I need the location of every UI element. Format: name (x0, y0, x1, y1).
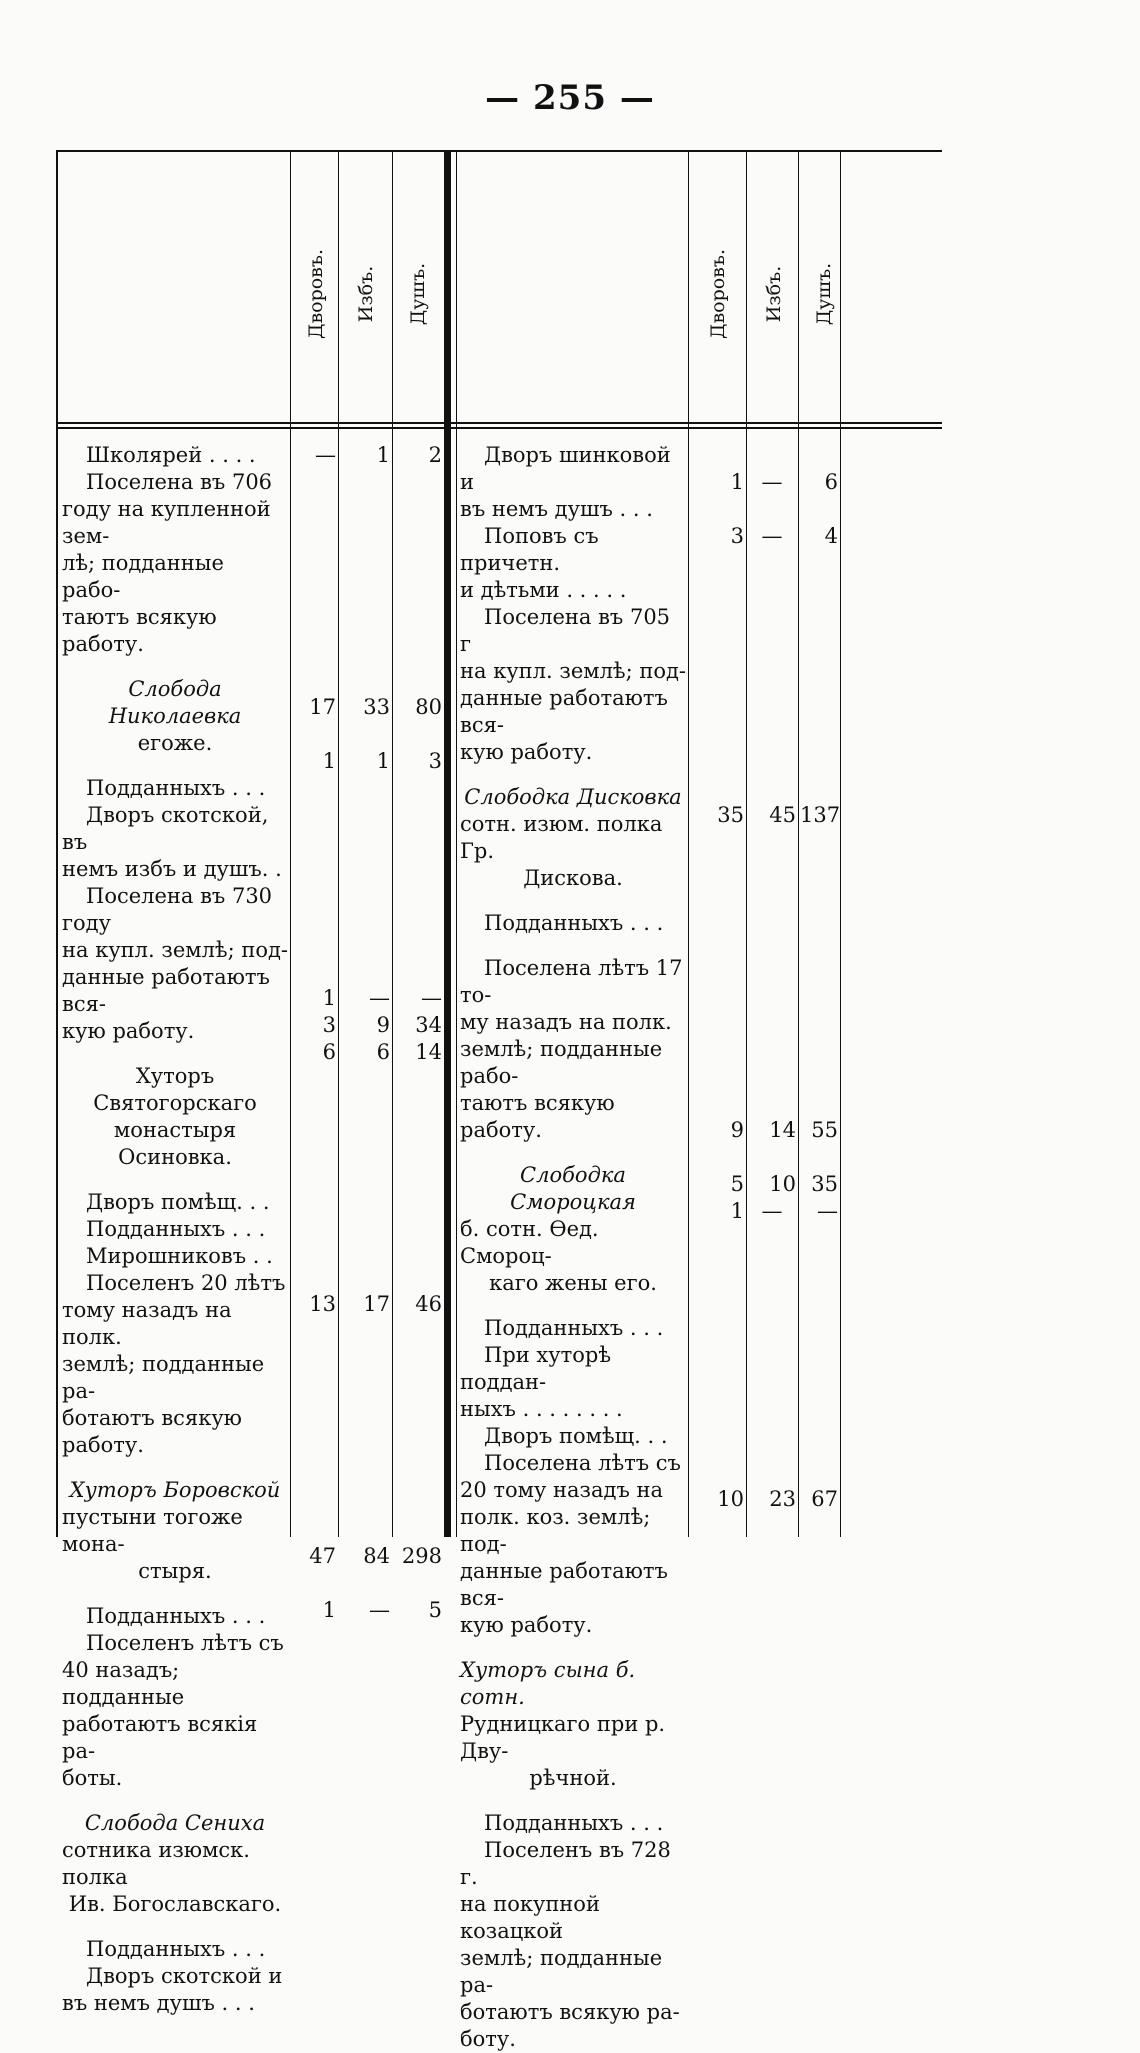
header-rule (58, 427, 942, 429)
settlement-title: Хуторъ Боровской (69, 1478, 281, 1502)
settlement-title: Хуторъ Святогорскаго (93, 1064, 257, 1115)
header-dush-left: Душъ. (407, 262, 429, 326)
header-dvorov-left: Дворовъ. (305, 248, 327, 340)
settlement-title: Слобода Сениха (84, 1811, 266, 1835)
settlement-title: Слободка Смороцкая (510, 1163, 636, 1214)
settlement-title: Хуторъ сына б. сотн. (460, 1658, 636, 1709)
header-dush-right: Душъ. (813, 262, 835, 326)
header-rule (58, 422, 942, 424)
entry-label: Школярей . . . . (86, 443, 256, 467)
left-column-text: Школярей . . . . Поселена въ 706 году на купленной зем- лѣ; подданные рабо- таютъ всякую работу. Слобода Николаевка егоже. Подданныхъ . . . Дворъ скотской, въ немъ избъ и душъ. . Поселена въ 730 году на купл. землѣ; под- данные работаютъ вся- кую работу. Хуторъ Святогорскаго монастыря Осиновка. Дворъ помѣщ. . . Подданныхъ . . . Мирошниковъ . . Поселенъ 20 лѣтъ тому назадъ на полк. землѣ; подданные ра- ботаютъ всякую работу. Хуторъ Боровской пустыни тогоже мона- стыря. Подданныхъ . . . Поселенъ лѣтъ съ 40 назадъ; подданные работаютъ всякія ра- боты. Слобода Сениха сотника изюмск. полка Ив. Богославскаго. Подданныхъ . . . Дворъ скотской и въ немъ душъ . . . (62, 443, 288, 2015)
col-rule (456, 152, 457, 1537)
header-dvorov-right: Дворовъ. (707, 248, 729, 340)
page-number: — 255 — (485, 78, 655, 118)
settlement-title: Слободка Дисковка (464, 785, 682, 809)
right-column-text: Дворъ шинковой и въ немъ душъ . . . Поповъ съ причетн. и дѣтьми . . . . . Поселена въ 705 г на купл. землѣ; под- данные работаютъ вся- кую работу. Слободка Дисковка сотн. изюм. полка Гр. Дискова. Подданныхъ . . . Поселена лѣтъ 17 то- му назадъ на полк. землѣ; подданные рабо- таютъ всякую работу. Слободка Смороцкая б. сотн. Ѳед. Смороц- каго жены его. Подданныхъ . . . При хуторѣ поддан- ныхъ . . . . . . . . Дворъ помѣщ. . . Поселена лѣтъ съ 20 тому назадъ на полк. коз. землѣ; под- данные работаютъ вся- кую работу. Хуторъ сына б. сотн. Рудницкаго при р. Дву- рѣчной. Подданныхъ . . . Поселенъ въ 728 г. на покупной козацкой землѣ; подданные ра- ботаютъ всякую ра- боту. (460, 443, 686, 2051)
settlement-title: Слобода Николаевка (108, 677, 242, 728)
header-izb-right: Избъ. (763, 265, 785, 323)
header-izb-left: Избъ. (355, 265, 377, 323)
census-table: Дворовъ. Избъ. Душъ. Дворовъ. Избъ. Душъ. Школярей . . . . Поселена въ 706 году на купленной зем- лѣ; подданные рабо- таютъ всякую работу. Слобода Николаевка егоже. Подданныхъ . . . Дворъ скотской, въ немъ избъ и душъ. . Поселена въ 730 году на купл. землѣ; под- данные работаютъ вся- кую работу. Хуторъ Святогорскаго монастыря Осиновка. Дворъ помѣщ. . . Подданныхъ . . . Мирошниковъ . . Поселенъ 20 лѣтъ тому назадъ на полк. землѣ; подданные ра- ботаютъ всякую работу. Хуторъ Боровской пустыни тогоже мона- стыря. Подданныхъ . . . Поселенъ лѣтъ съ 40 назадъ; подданные работаютъ всякія ра- боты. Слобода Сениха сотника изюмск. полка Ив. Богославскаго. Подданныхъ . . . Дворъ скотской и въ немъ душъ . . . — 1 2 17 33 80 1 1 3 1 — — 3 9 34 6 6 14 13 17 46 47 84 298 1 — 5 Дворъ шинковой и въ немъ душъ . . . Поповъ съ причетн. и дѣтьми . . . . . Поселена въ 705 г на купл. землѣ; под- данные работаютъ вся- кую работу. Слободка Дисковка сотн. изюм. полка Гр. Дискова. Подданныхъ . . . Поселена лѣтъ 17 то- му назадъ на полк. землѣ; подданные рабо- таютъ всякую работу. Слободка Смороцкая б. сотн. Ѳед. Смороц- каго жены его. Подданныхъ . . . При хуторѣ поддан- ныхъ . . . . . . . . Дворъ помѣщ. . . Поселена лѣтъ съ 20 тому назадъ на полк. коз. землѣ; под- данные работаютъ вся- кую работу. Хуторъ сына б. сотн. Рудницкаго при р. Дву- рѣчной. Подданныхъ . . . Поселенъ въ 728 г. на покупной козацкой землѣ; подданные ра- ботаютъ всякую ра- боту. 1 — 6 3 — 4 35 45 137 9 14 55 5 10 35 1 — — 10 23 67 (56, 150, 942, 1537)
